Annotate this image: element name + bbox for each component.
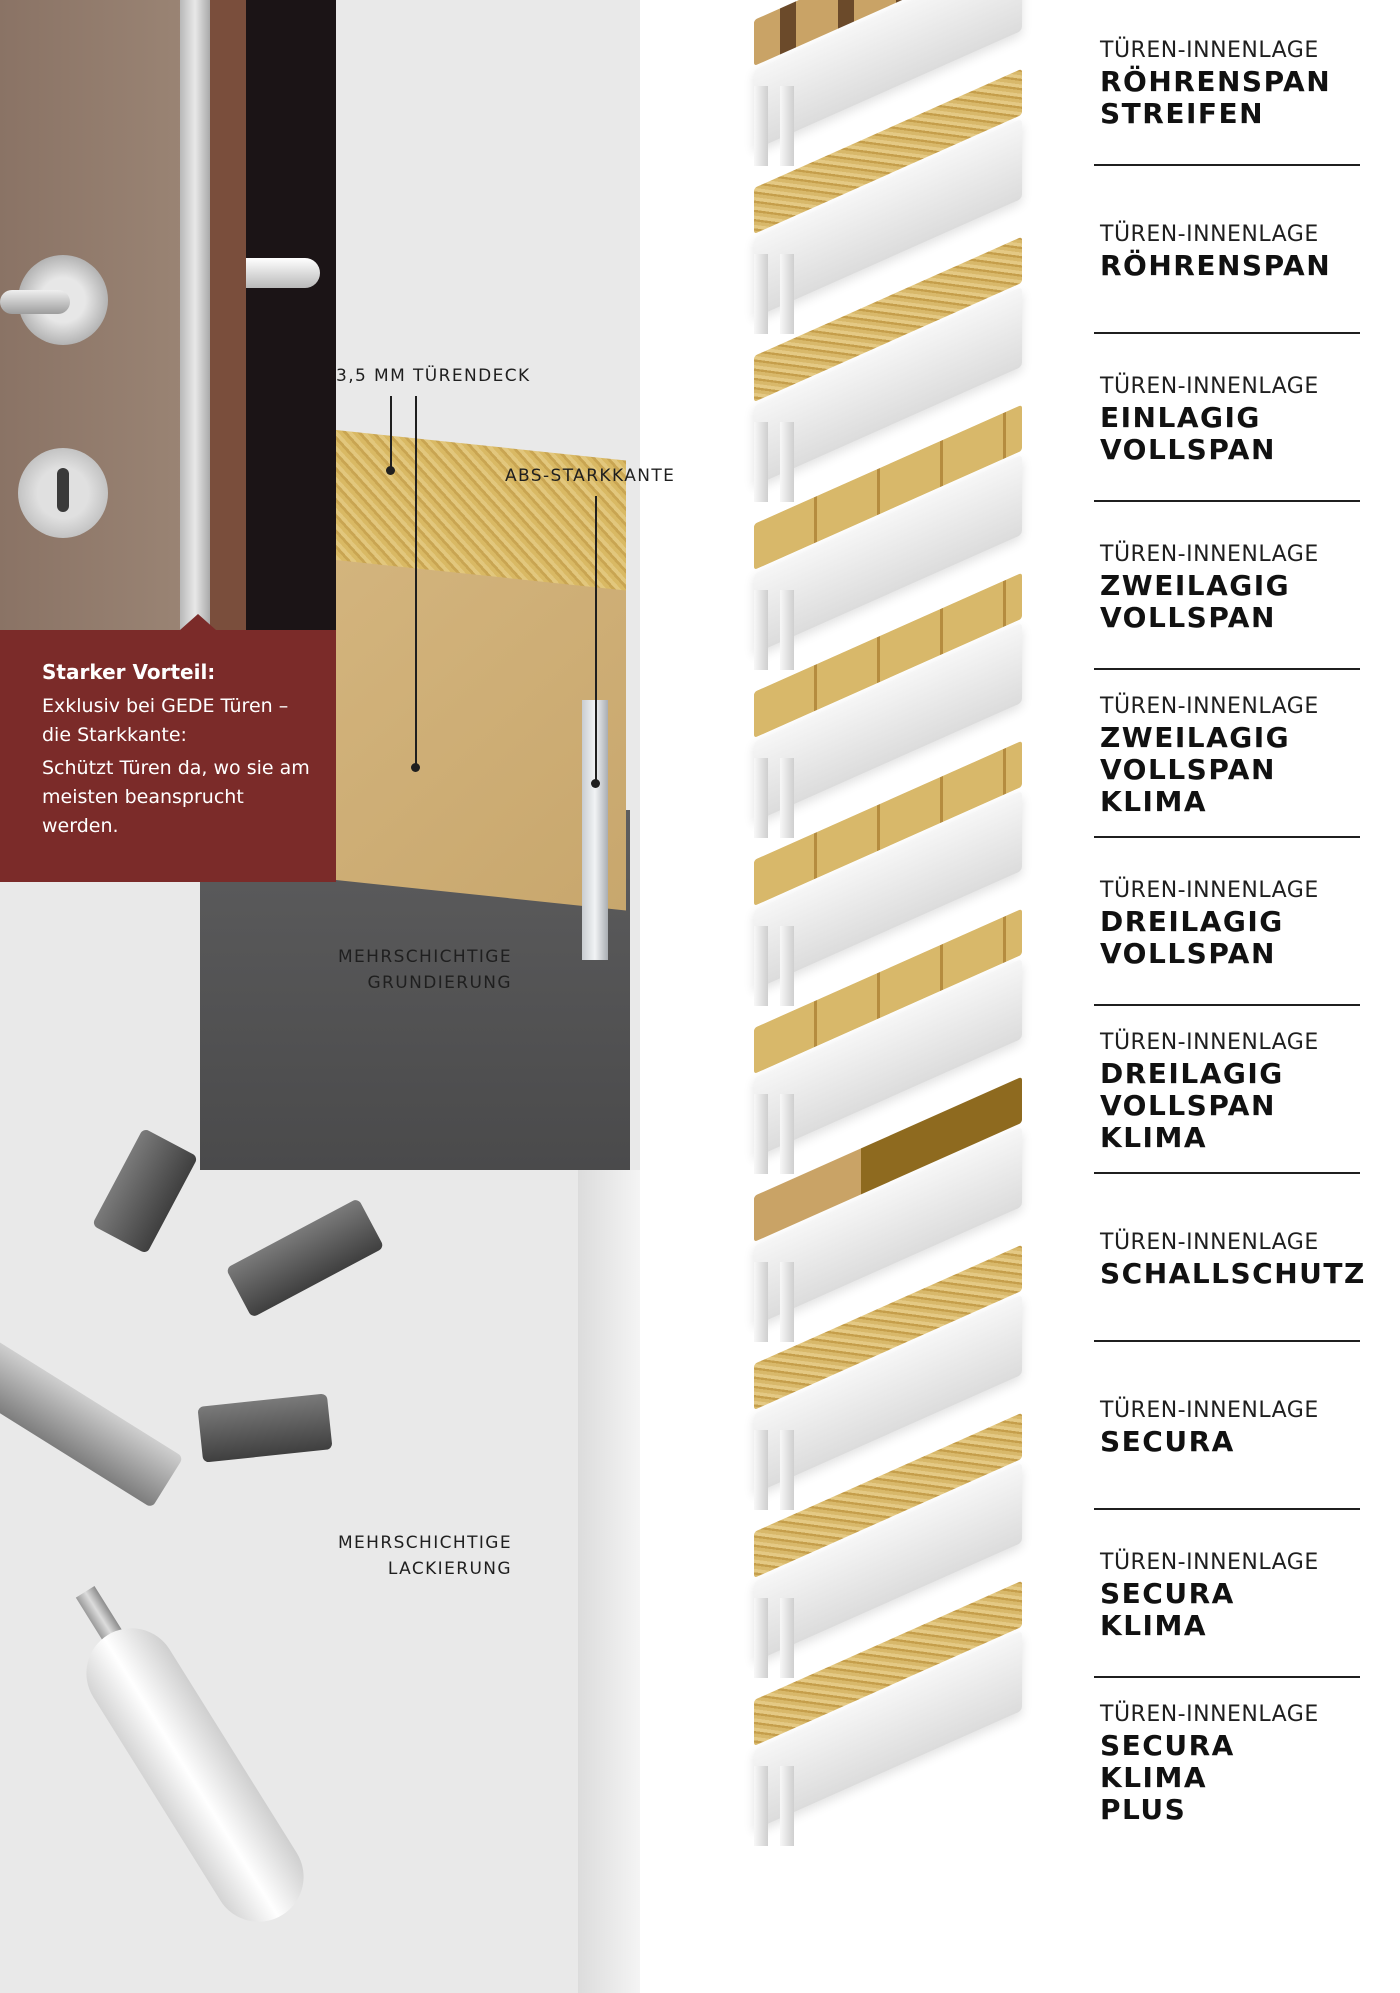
label-divider <box>1094 164 1360 166</box>
insert-label-7 <box>1100 1028 1368 1154</box>
insert-kicker: TÜREN-INNENLAGE <box>1100 1702 1319 1727</box>
sample-groove <box>754 422 768 502</box>
sample-groove <box>780 1094 794 1174</box>
lacquered-surface <box>578 1170 640 1993</box>
door-illustration <box>0 0 640 1993</box>
insert-name-line: STREIFEN <box>1100 97 1265 130</box>
insert-label-1 <box>1100 36 1368 130</box>
label-divider <box>1094 668 1360 670</box>
advantage-title: Starker Vorteil: <box>42 660 216 684</box>
label-divider <box>1094 1508 1360 1510</box>
door-edge <box>210 0 246 640</box>
insert-label-6 <box>1100 876 1368 970</box>
label-divider <box>1094 1172 1360 1174</box>
insert-label-list <box>1100 0 1368 1993</box>
spray-nozzle-icon <box>226 1198 385 1318</box>
sample-groove <box>754 926 768 1006</box>
insert-label-3 <box>1100 372 1368 466</box>
insert-name-line: ZWEILAGIG <box>1100 569 1291 602</box>
sample-groove <box>754 1598 768 1678</box>
callout-lackierung <box>300 1530 512 1582</box>
sample-groove <box>780 1766 794 1846</box>
sample-groove <box>754 758 768 838</box>
insert-name-line: PLUS <box>1100 1793 1187 1826</box>
callout-lackierung-line1: MEHRSCHICHTIGE <box>337 1533 512 1553</box>
sample-groove <box>754 1262 768 1342</box>
label-divider <box>1094 1676 1360 1678</box>
insert-name-line: RÖHRENSPAN <box>1100 249 1332 282</box>
insert-name-line: RÖHRENSPAN <box>1100 65 1332 98</box>
insert-kicker: TÜREN-INNENLAGE <box>1100 1030 1319 1055</box>
insert-name-line: DREILAGIG <box>1100 1057 1284 1090</box>
insert-label-11 <box>1100 1700 1368 1826</box>
advantage-text-2: Schützt Türen da, wo sie am meisten beansprucht werden. <box>42 757 310 837</box>
sample-groove <box>780 758 794 838</box>
insert-name-line: SECURA <box>1100 1729 1235 1762</box>
insert-label-2 <box>1100 220 1368 282</box>
sample-groove <box>780 1598 794 1678</box>
door-lever <box>246 258 320 288</box>
insert-name-line: VOLLSPAN <box>1100 601 1276 634</box>
insert-name-line: KLIMA <box>1100 1121 1207 1154</box>
insert-label-4 <box>1100 540 1368 634</box>
insert-name-line: VOLLSPAN <box>1100 1089 1276 1122</box>
label-divider <box>1094 836 1360 838</box>
leader-line <box>595 496 597 782</box>
advantage-box <box>0 630 336 882</box>
insert-label-9 <box>1100 1396 1368 1458</box>
insert-kicker: TÜREN-INNENLAGE <box>1100 222 1319 247</box>
advantage-box-notch <box>180 614 216 630</box>
callout-lackierung-line2: LACKIERUNG <box>387 1559 512 1579</box>
callout-grundierung-line2: GRUNDIERUNG <box>367 973 512 993</box>
door-gap <box>246 0 336 640</box>
sample-groove <box>754 590 768 670</box>
advantage-text-1: Exklusiv bei GEDE Türen – die Starkkante: <box>42 695 289 746</box>
insert-name-line: VOLLSPAN <box>1100 753 1276 786</box>
sample-insert-11 <box>740 1680 1030 1840</box>
sample-groove <box>780 926 794 1006</box>
sample-groove <box>754 86 768 166</box>
insert-label-10 <box>1100 1548 1368 1642</box>
lock-faceplate <box>180 0 210 640</box>
door-handle-photo <box>0 0 336 640</box>
label-divider <box>1094 332 1360 334</box>
spray-nozzle-icon <box>92 1128 198 1254</box>
spray-rail <box>0 1330 184 1508</box>
sealant-cartridge <box>69 1611 320 1939</box>
leader-dot <box>386 466 395 475</box>
label-divider <box>1094 500 1360 502</box>
callout-tuerendeck: 3,5 MM TÜRENDECK <box>336 366 531 386</box>
insert-name-line: SECURA <box>1100 1425 1235 1458</box>
insert-samples <box>740 0 1040 1993</box>
sample-groove <box>754 1766 768 1846</box>
callout-starkkante: ABS-STARKKANTE <box>505 466 676 486</box>
sample-groove <box>754 254 768 334</box>
insert-kicker: TÜREN-INNENLAGE <box>1100 542 1319 567</box>
leader-line <box>390 396 392 468</box>
sample-groove <box>754 1094 768 1174</box>
label-divider <box>1094 1004 1360 1006</box>
sample-groove <box>754 1430 768 1510</box>
callout-grundierung-line1: MEHRSCHICHTIGE <box>337 947 512 967</box>
insert-kicker: TÜREN-INNENLAGE <box>1100 1398 1319 1423</box>
leader-dot <box>591 779 600 788</box>
sample-groove <box>780 86 794 166</box>
insert-name-line: VOLLSPAN <box>1100 433 1276 466</box>
insert-kicker: TÜREN-INNENLAGE <box>1100 38 1319 63</box>
spray-nozzle-icon <box>197 1393 332 1462</box>
callout-grundierung <box>300 944 512 996</box>
leader-dot <box>411 763 420 772</box>
insert-kicker: TÜREN-INNENLAGE <box>1100 878 1319 903</box>
insert-kicker: TÜREN-INNENLAGE <box>1100 1230 1319 1255</box>
sample-groove <box>780 1430 794 1510</box>
insert-name-line: DREILAGIG <box>1100 905 1284 938</box>
insert-name-line: ZWEILAGIG <box>1100 721 1291 754</box>
insert-kicker: TÜREN-INNENLAGE <box>1100 1550 1319 1575</box>
insert-label-8 <box>1100 1228 1368 1290</box>
sample-groove <box>780 1262 794 1342</box>
insert-name-line: SCHALLSCHUTZ <box>1100 1257 1366 1290</box>
label-divider <box>1094 1340 1360 1342</box>
insert-name-line: SECURA <box>1100 1577 1235 1610</box>
sample-groove <box>780 590 794 670</box>
insert-kicker: TÜREN-INNENLAGE <box>1100 374 1319 399</box>
leader-line <box>415 396 417 766</box>
insert-name-line: KLIMA <box>1100 1609 1207 1642</box>
insert-name-line: KLIMA <box>1100 785 1207 818</box>
sample-groove <box>780 422 794 502</box>
keyhole <box>57 468 69 512</box>
sample-groove <box>780 254 794 334</box>
door-handle <box>0 290 70 314</box>
insert-name-line: EINLAGIG <box>1100 401 1261 434</box>
insert-name-line: KLIMA <box>1100 1761 1207 1794</box>
insert-kicker: TÜREN-INNENLAGE <box>1100 694 1319 719</box>
insert-name-line: VOLLSPAN <box>1100 937 1276 970</box>
insert-label-5 <box>1100 692 1368 818</box>
